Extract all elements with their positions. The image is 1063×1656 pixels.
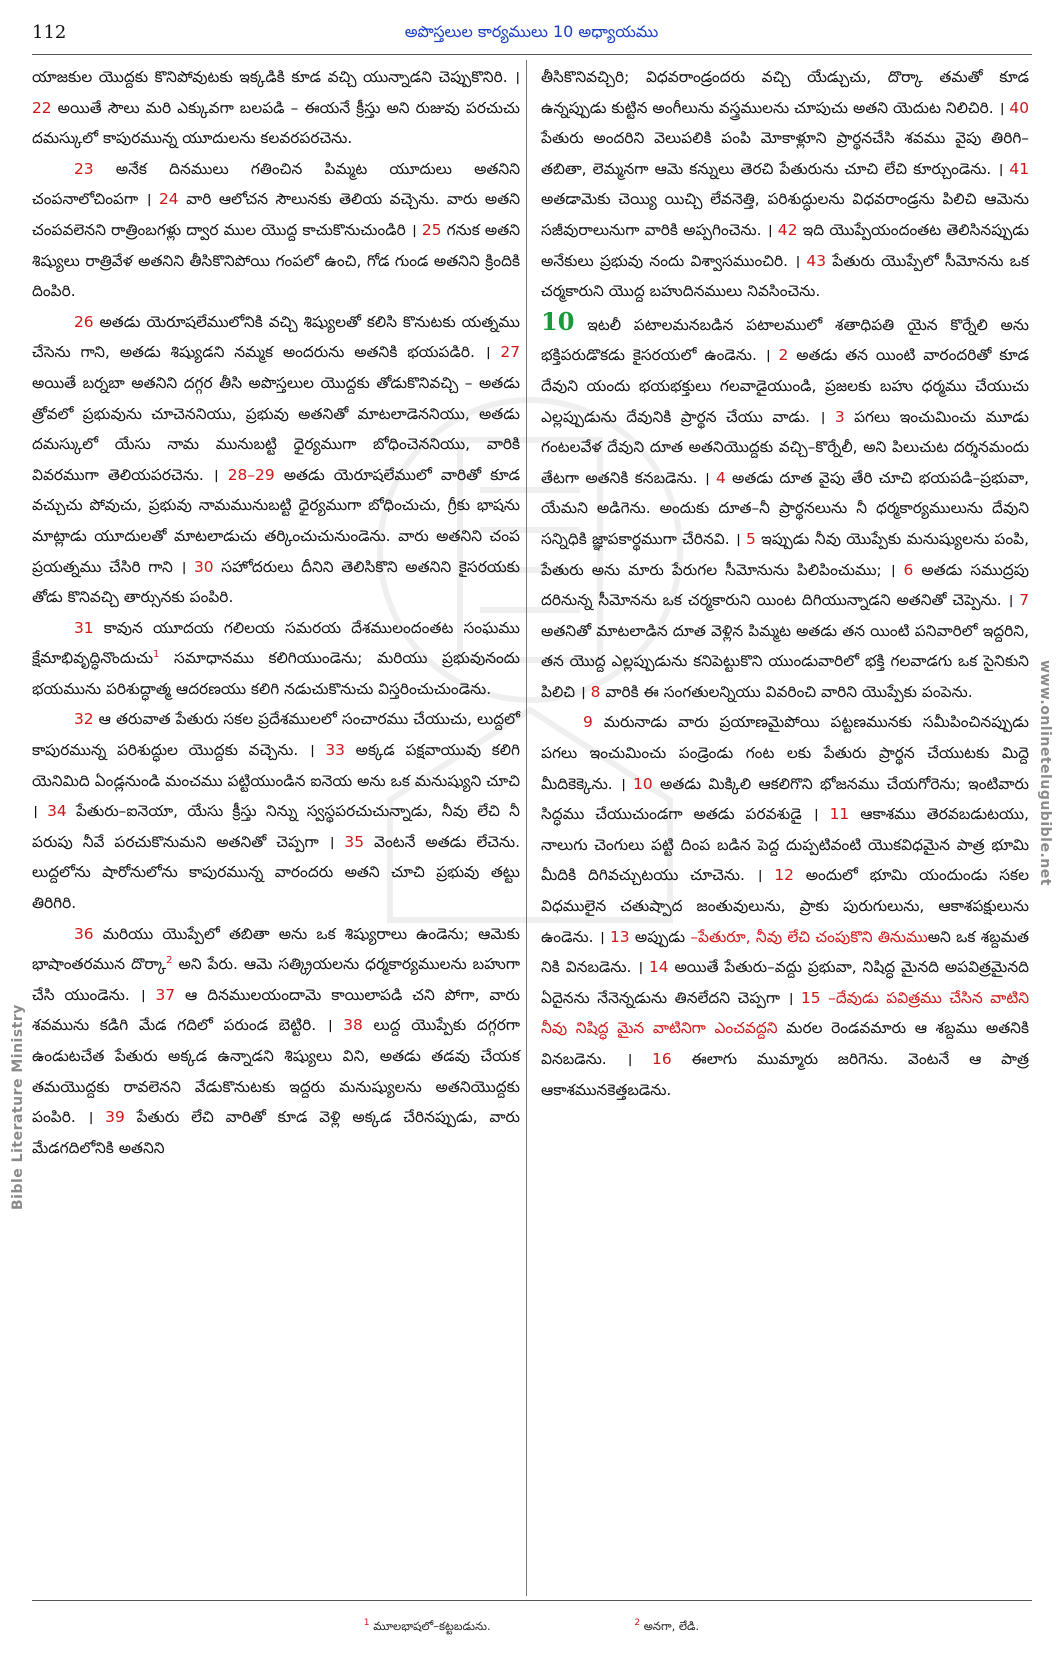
verse-text: యాజకుల యొద్దకు కొనిపోవుటకు ఇక్కడికి కూడ వచ్చి యున్నాడని చెప్పుకొనిరి. ।	[32, 68, 520, 86]
verse-number: 41	[1003, 159, 1029, 178]
verse-text: గనుక అతని శిష్యులు రాత్రివేళ అతనిని తీసికొనిపోయి గంపలో ఉంచి, గోడ గుండ అతనిని క్రిందికి దింపిరి.	[32, 220, 521, 301]
verse-text: అతడు సముద్రపు దరినున్న సీమోనను ఒక చర్మకారుని యింట దిగియున్నాడని అతనితో చెప్పెను. ।	[541, 560, 1029, 610]
verse-text: అక్కడ పక్షవాయువు కలిగి యెనిమిది ఏండ్లనుండి మంచము పట్టియుండిన ఐనెయ అను ఒక మనుష్యుని చూచి ।	[32, 741, 520, 821]
footer-rule	[32, 1600, 1032, 1601]
verse-number: 30	[186, 557, 214, 576]
verse-text: అని ఒక శబ్దమత నికి వినబడెను. ।	[541, 927, 1030, 977]
verse-text: అతడు యెరూషలేములో వారితో కూడ వచ్చుచు పోవుచు, ప్రభువు నామమునుబట్టి ధైర్యముగా బోధించుచు, గ్రీకు భాషను మాట్లాడు యూదులతో మాటలాడుచు తర్కించుచునుండెను. వారు అతనిని చంప ప్రయత్నము చేసిరి గాని ।	[32, 465, 520, 576]
verse-number: 2	[770, 346, 789, 365]
verse-text: ఇటలీ పటాలమనబడిన పటాలములో శతాధిపతి యైన కొర్నేలి అను భక్తిపరుడొకడు కైసరయలో ఉండెను. ।	[541, 315, 1029, 365]
paragraph	[32, 613, 520, 705]
verse-number: 11	[818, 805, 850, 824]
verse-text: అతడు యెరూషలేములోనికి వచ్చి శిష్యులతో కలిసి కొనుటకు యత్నము చేసెను గాని, అతడు శిష్యుడని నమ్మక అందరును అతనికి భయపడిరి. ।	[32, 312, 520, 362]
verse-number: 28–29	[218, 465, 275, 484]
verse-text: అతడు మిక్కిలి ఆకలిగొని భోజనము చేయగోరెను; ఇంటివారు సిద్ధము చేయుచుండగా అతడు పరవశుడై ।	[541, 774, 1030, 824]
verse-number: 3	[825, 407, 845, 426]
footnote-text: మూలభాషలో–కట్టబడును.	[373, 1618, 491, 1633]
verse-text	[821, 989, 829, 1007]
verse-text: అయితే సౌలు మరి ఎక్కువగా బలపడి – ఈయనే క్రీస్తు అని రుజువు పరచుచు దమస్కులో కాపురమున్న యూదులను కలవరపరచెను.	[32, 98, 520, 148]
paragraph	[32, 919, 520, 1164]
footnote-marker: 1	[153, 649, 160, 661]
verse-number: 35	[334, 832, 365, 851]
verse-text: వెంటనే అతడు లేచెను. లుద్దలోను షారోనులోను కాపురమున్న వారందరు అతని చూచి ప్రభువు తట్టు తిరిగిరి.	[32, 832, 520, 913]
footnote	[364, 1618, 491, 1636]
verse-text: అందులో భూమి యందుండు సకల విధములైన చతుష్పాద జంతువులును, ప్రాకు పురుగులును, ఆకాశపక్షులును ఉండెను. ।	[541, 866, 1030, 946]
footnote-marker: 2	[166, 955, 173, 967]
verse-number: 38	[332, 1016, 363, 1035]
verse-number: 34	[37, 802, 67, 821]
footnote	[634, 1618, 699, 1636]
verse-number: 43	[800, 251, 827, 270]
verse-number: 27	[490, 343, 520, 362]
verse-number: 15	[793, 988, 821, 1007]
verse-text: పేతురు యొప్పేలో సీమోనను ఒక చర్మకారుని యొద్ద బహుదినములు నివసించెను.	[541, 251, 1029, 301]
verse-number: 22	[32, 98, 52, 117]
verse-text: మరియు యొప్పేలో తబితా అను ఒక శిష్యురాలు ఉండెను; ఆమెకు భాషాంతరమున దొర్కా	[32, 924, 520, 974]
side-text-right: www.onlinetelugubible.net	[1037, 660, 1053, 886]
verse-text: ఇప్పుడు నీవు యొప్పేకు మనుష్యులను పంపి, పేతురు అను మారు పేరుగల సీమోనును పిలిపించుము; ।	[541, 529, 1030, 579]
verse-text: ఆ దినములయందామె కాయిలాపడి చని పోగా, వారు శవమును కడిగి మేడ గదిలో పరుండ బెట్టిరి. ।	[32, 985, 520, 1035]
verse-number: 25	[416, 220, 442, 239]
verse-text: ఆకాశము తెరవబడుటయు, నాలుగు చెంగులు పట్టి దింప బడిన పెద్ద దుప్పటివంటి యొకవిధమైన పాత్ర భూమి మీదికి దిగివచ్చుటయు చూచెను. ।	[541, 805, 1029, 885]
verse-number: 26	[74, 312, 94, 331]
verse-number: 12	[762, 866, 794, 885]
verse-number: 4	[709, 468, 726, 487]
verse-text: అతడు దూత వైపు తేరి చూచి భయపడి–ప్రభువా, యేమని అడిగెను. అందుకు దూత–నీ ప్రార్థనలును నీ ధర్మకార్యములును దేవుని సన్నిధికి జ్ఞాపకార్థముగా చేరినవి. ।	[541, 468, 1030, 548]
verse-text: కావున యూదయ గలిలయ సమరయ దేశములందంతట సంఘము క్షేమాభివృద్ధినొందుచు	[32, 618, 520, 668]
paragraph	[32, 307, 520, 613]
verse-text: పగలు ఇంచుమించు మూడు గంటలవేళ దేవుని దూత అతనియొద్దకు వచ్చి–కొర్నేలీ, అని పిలుచుట దర్శనమందు తేటగా అతనికి కనబడెను. ।	[541, 407, 1029, 487]
footnote-number: 2	[634, 1618, 641, 1628]
verse-text: సమాధానము కలిగియుండెను; మరియు ప్రభువునందు భయమును పరిశుద్ధాత్మ ఆదరణయు కలిగి నడుచుకొనుచు విస్తరించుచుండెను.	[32, 649, 520, 698]
verse-number: 7	[1013, 591, 1030, 610]
verse-number: 13	[604, 927, 630, 946]
spoken-words: –దేవుడు పవిత్రము చేసిన వాటిని నీవు నిషిద్ధ మైన వాటినిగా ఎంచవద్దని	[541, 988, 1029, 1038]
paragraph	[32, 704, 520, 918]
paragraph	[32, 154, 520, 307]
verse-text: పేతురు–ఐనెయా, యేసు క్రీస్తు నిన్ను స్వస్థపరచుచున్నాడు, నీవు లేచి నీ పరుపు నీవే పరచుకొనుమని అతనితో చెప్పగా ।	[32, 802, 520, 851]
verse-text: అయితే బర్నబా అతనిని దగ్గర తీసి అపొస్తలుల యొద్దకు తోడుకొనివచ్చి – అతడు త్రోవలో ప్రభువును చూచెననియు, ప్రభువు అతనితో మాటలాడెననియు, అతడు దమస్కులో యేసు నామ మునుబట్టి ధైర్యముగా బోధించెననియు, వారికి వివరముగా తెలియపరచెను. ।	[32, 373, 520, 484]
verse-text: తీసికొనివచ్చిరి; విధవరాండ్రందరు వచ్చి యేడ్చుచు, దొర్కా తమతో కూడ ఉన్నప్పుడు కుట్టిన అంగీలును వస్త్రములను చూపుచు అతని యెదుట నిలిచిరి. ।	[541, 68, 1029, 117]
side-text-left: Bible Literature Ministry	[10, 1004, 26, 1210]
verse-number: 31	[74, 618, 94, 637]
right-column	[541, 62, 1029, 1105]
verse-text: ఆ తరువాత పేతురు సకల ప్రదేశములలో సంచారము చేయుచు, లుద్దలో కాపురమున్న పరిశుద్ధుల యొద్దకు వచ్చెను. ।	[32, 710, 520, 760]
running-head: అపొస్తలుల కార్యములు 10 అధ్యాయము	[404, 22, 659, 41]
verse-number: 16	[632, 1050, 672, 1068]
verse-number: 8	[585, 682, 601, 701]
spoken-words: –పేతురూ, నీవు లేచి చంపుకొని తినుము	[690, 927, 928, 946]
column-divider	[526, 60, 527, 1596]
verse-text: సహోదరులు దీనిని తెలిసికొని అతనిని కైసరయకు తోడు కొనివచ్చి తార్సునకు పంపిరి.	[32, 557, 520, 607]
verse-text: లుద్ద యొప్పేకు దగ్గరగా ఉండుటచేత పేతురు అక్కడ ఉన్నాడని శిష్యులు విని, అతడు తడవు చేయక తమయొద్దకు రావలెనని వేడుకొనుటకు ఇద్దరు మనుష్యులను అతనియొద్దకు పంపిరి. ।	[32, 1016, 520, 1127]
paragraph	[541, 707, 1029, 1105]
paragraph	[541, 62, 1029, 307]
verse-text: పేతురు లేచి వారితో కూడ వెళ్లి అక్కడ చేరినప్పుడు, వారు మేడగదిలోనికి అతనిని	[32, 1108, 521, 1157]
verse-text: అతడామెకు చెయ్యి యిచ్చి లేవనెత్తి, పరిశుద్ధులను విధవరాండ్రను పిలిచి ఆమెను సజీవురాలునుగా వారికి అప్పగించెను. ।	[541, 190, 1029, 239]
verse-text: అతనితో మాటలాడిన దూత వెళ్లిన పిమ్మట అతడు తన యింటి పనివారిలో ఇద్దరిని, తన యొద్ద ఎల్లప్పుడును కనిపెట్టుకొని యుండువారిలో భక్తి గలవాడగు ఒక సైనికుని పిలిచి ।	[541, 621, 1029, 701]
verse-text: ఇది యొప్పేయందంతట తెలిసినప్పుడు అనేకులు ప్రభువు నందు విశ్వాసముంచిరి. ।	[541, 220, 1030, 270]
paragraph	[32, 62, 520, 154]
paragraph	[541, 307, 1029, 708]
footnote-text: అనగా, లేడి.	[643, 1618, 700, 1633]
footnote-number: 1	[363, 1618, 370, 1628]
verse-text: వారి ఆలోచన సౌలునకు తెలియ వచ్చెను. వారు అతని చంపవలెనని రాత్రింబగళ్లు ద్వార ముల యొద్ద కాచుకొనుచుండిరి ।	[32, 190, 520, 239]
verse-number: 24	[151, 190, 179, 209]
verse-number: 32	[74, 710, 94, 729]
verse-text: అప్పుడు	[629, 927, 691, 946]
page-number: 112	[32, 22, 67, 43]
verse-number: 36	[74, 924, 94, 943]
verse-number: 14	[643, 958, 669, 977]
verse-number: 9	[583, 713, 593, 732]
verse-text: అని పేరు. ఆమె సత్క్రియలను ధర్మకార్యములను బహుగా చేసి యుండెను. ।	[32, 955, 520, 1004]
verse-number: 6	[895, 560, 914, 579]
verse-text: మరల రెండవమారు ఆ శబ్దము అతనికి వినబడెను. ।	[541, 1019, 1029, 1068]
verse-text: అనేక దినములు గతించిన పిమ్మట యూదులు అతనిని చంపనాలోచింపగా ।	[32, 159, 520, 209]
left-column	[32, 62, 520, 1163]
verse-number: 40	[1004, 98, 1029, 117]
verse-number: 39	[93, 1108, 125, 1127]
header-rule	[32, 54, 1032, 55]
verse-number: 42	[772, 220, 798, 239]
chapter-number: 10	[541, 306, 575, 336]
verse-text: అతడు తన యింటి వారందరితో కూడ దేవుని యందు భయభక్తులు గలవాడైయుండి, ప్రజలకు బహు ధర్మము చేయుచు ఎల్లప్పుడును దేవునికి ప్రార్థన చేయు వాడు. ।	[541, 346, 1030, 426]
footnotes	[0, 1618, 1063, 1636]
verse-text: వారికి ఈ సంగతులన్నియు వివరించి వారిని యొప్పేకు పంపెను.	[600, 682, 973, 701]
verse-number: 10	[625, 774, 653, 793]
verse-text: ఈలాగు ముమ్మారు జరిగెను. వెంటనే ఆ పాత్ర ఆకాశమునకెత్తబడెను.	[541, 1050, 1029, 1099]
verse-text: అయితే పేతురు–వద్దు ప్రభువా, నిషిద్ధ మైనది అపవిత్రమైనది ఏదైనను నేనెన్నడును తినలేదని చెప్పగా ।	[541, 958, 1029, 1007]
verse-number: 37	[145, 985, 176, 1004]
verse-text: పేతురు అందరిని వెలుపలికి పంపి మోకాళ్లూని ప్రార్థనచేసి శవము వైపు తిరిగి–తబితా, లెమ్మనగా ఆమె కన్నులు తెరచి పేతురును చూచి లేచి కూర్చుండెను. ।	[541, 129, 1029, 178]
verse-number: 23	[74, 159, 94, 178]
verse-text: మరునాడు వారు ప్రయాణమైపోయి పట్టణమునకు సమీపించినప్పుడు పగలు ఇంచుమించు పండ్రెండు గంట లకు పేతురు ప్రార్థన చేయుటకు మిద్దె మీదికెక్కెను. ।	[541, 713, 1029, 793]
verse-number: 33	[314, 741, 345, 760]
verse-number: 5	[740, 529, 756, 548]
